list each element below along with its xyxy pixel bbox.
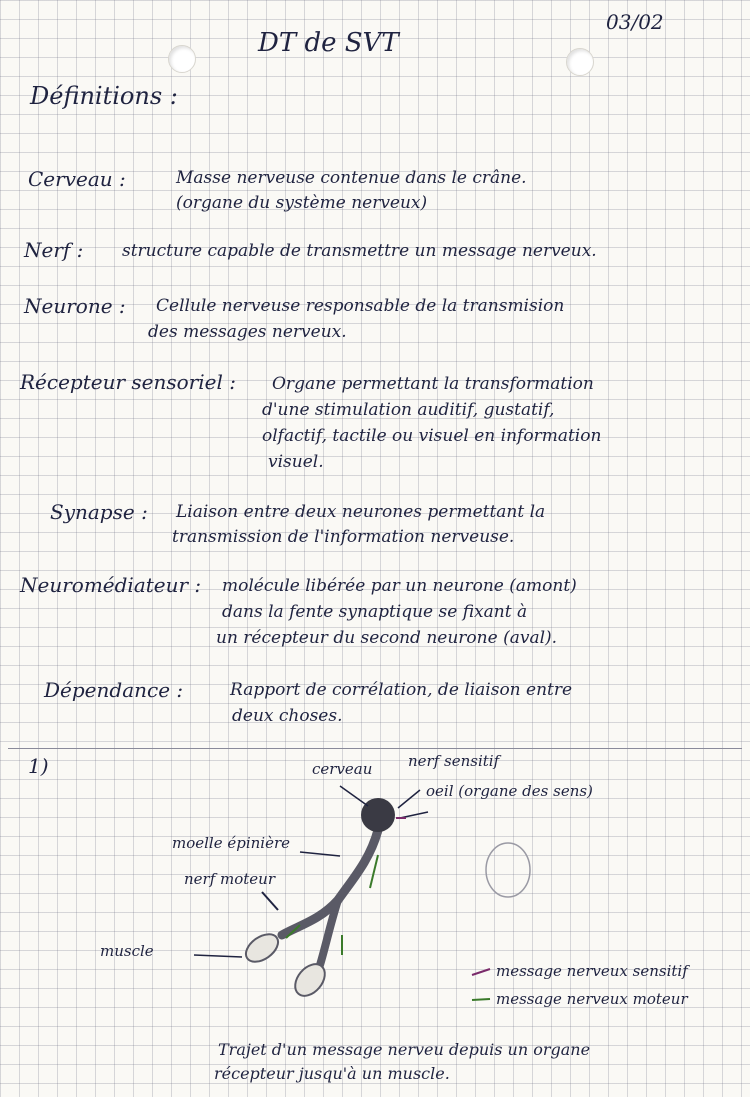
definition-line: Cellule nerveuse responsable de la transmision [156,296,565,316]
diagram-caption-line: récepteur jusqu'à un muscle. [214,1064,450,1083]
term-cerveau: Cerveau : [28,167,126,191]
muscle-shape [289,958,331,1001]
legend-sensory-label: message nerveux sensitif [496,962,688,980]
definition-line: dans la fente synaptique se fixant à [222,602,528,622]
definition-line: deux choses. [232,706,343,726]
definition-line: Masse nerveuse contenue dans le crâne. [176,168,527,188]
muscle-shape [241,929,283,968]
label-nerf-moteur: nerf moteur [184,870,276,888]
definition-line: Rapport de corrélation, de liaison entre [230,680,573,700]
definition-line: d'une stimulation auditif, gustatif, [262,400,555,420]
exercise-number: 1) [28,754,49,778]
section-title: Définitions : [30,82,178,110]
definition-line: Organe permettant la transformation [272,374,594,394]
definition-line: molécule libérée par un neurone (amont) [222,576,577,596]
term-dependance: Dépendance : [44,678,184,702]
definition-line: visuel. [268,452,324,472]
definition-line: Liaison entre deux neurones permettant la [176,502,546,522]
definition-line: (organe du système nerveux) [176,193,428,213]
page-date: 03/02 [606,10,664,34]
moelle-pointer [300,852,340,856]
label-cerveau: cerveau [312,760,373,778]
definition-line: structure capable de transmettre un message nerveux. [122,241,597,261]
nerf-moteur-pointer [262,892,278,910]
label-moelle: moelle épinière [172,834,291,852]
legend-motor-label: message nerveux moteur [496,990,688,1008]
eye-sketch [486,843,530,897]
definition-line: transmission de l'information nerveuse. [172,527,515,547]
definition-line: olfactif, tactile ou visuel en information [262,426,602,446]
term-neuromediateur: Neuromédiateur : [20,573,202,597]
term-synapse: Synapse : [50,500,148,524]
term-neurone: Neurone : [24,294,126,318]
term-recepteur-sensoriel: Récepteur sensoriel : [20,370,236,394]
label-muscle: muscle [100,942,154,960]
legend-sensory-arrow [472,969,490,975]
cerveau-pointer [340,786,368,806]
definition-line: des messages nerveux. [148,322,347,342]
diagram-caption-line: Trajet d'un message nerveu depuis un organe [218,1040,591,1059]
term-nerf: Nerf : [24,238,84,262]
definition-line: un récepteur du second neurone (aval). [216,628,558,648]
legend-motor-arrow [472,999,490,1000]
motor-message-arrow [370,855,378,888]
nerf-sensitif-pointer [398,790,420,808]
label-oeil: oeil (organe des sens) [426,782,593,800]
label-nerf-sensitif: nerf sensitif [408,752,500,770]
muscle-pointer [194,955,242,957]
page-title: DT de SVT [258,28,399,58]
brain-shape [361,798,395,832]
